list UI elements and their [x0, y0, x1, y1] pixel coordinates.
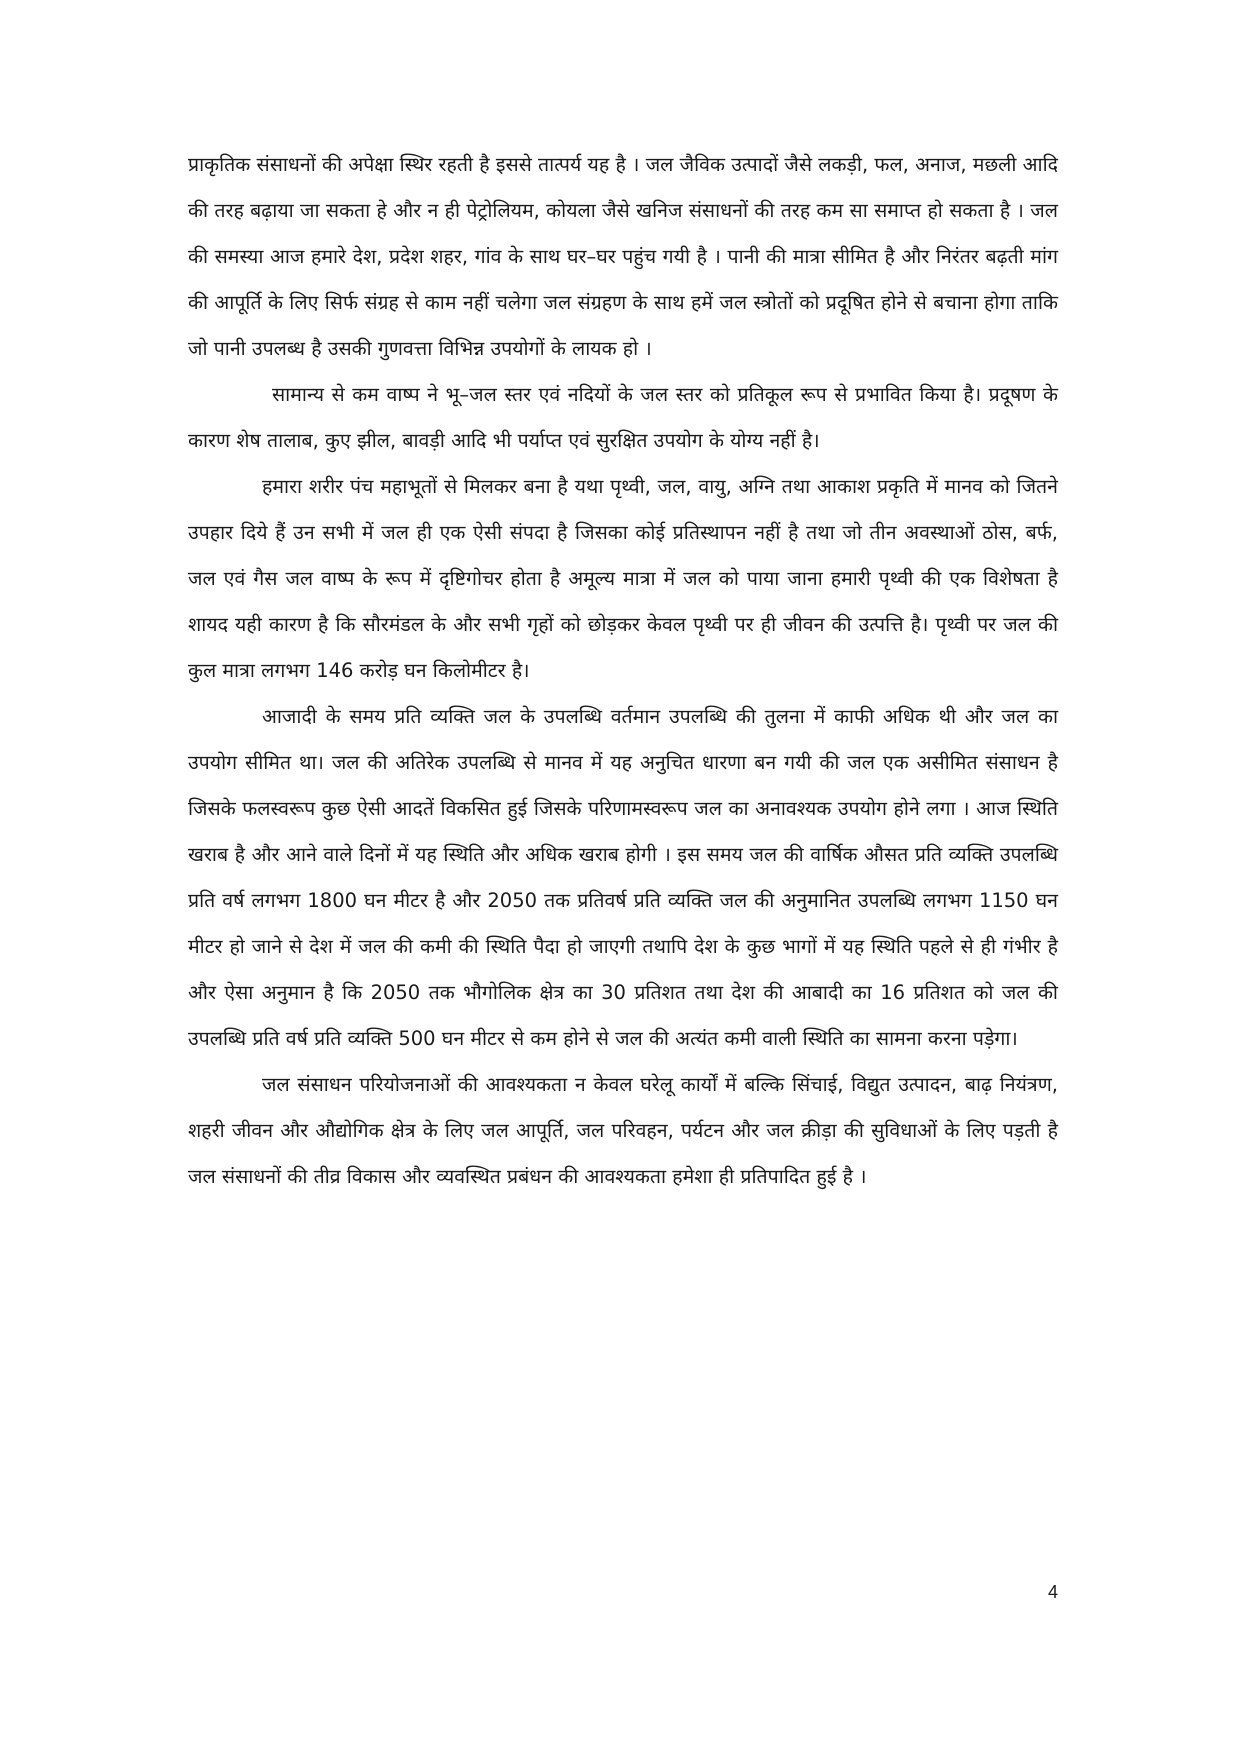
paragraph-continuation: प्राकृतिक संसाधनों की अपेक्षा स्थिर रहती है इससे तात्पर्य यह है । जल जैविक उत्पादों जैसे लकड़ी, फल, अनाज, मछली आदि की तरह बढ़ाया जा सकता हे और न ही पेट्रोलियम, कोयला जैसे खनिज संसाधनों की तरह कम सा समाप्त हो सकता है । जल की समस्या आज हमारे देश, प्रदेश शहर, गांव के साथ घर–घर पहुंच गयी है । पानी की मात्रा सीमित है और निरंतर बढ़ती मांग की आपूर्ति के लिए सिर्फ संग्रह से काम नहीं चलेगा जल संग्रहण के साथ हमें जल स्त्रोतों को प्रदूषित होने से बचाना होगा ताकि जो पानी उपलब्ध है उसकी गुणवत्ता विभिन्न उपयोगों के लायक हो । — [188, 153, 1058, 360]
paragraph-water-level: सामान्य से कम वाष्प ने भू–जल स्तर एवं नदियों के जल स्तर को प्रतिकूल रूप से प्रभावित किया है। प्रदूषण के कारण शेष तालाब, कुए झील, बावड़ी आदि भी पर्याप्त एवं सुरक्षित उपयोग के योग्य नहीं है। — [188, 383, 1058, 452]
page-number: 4 — [1047, 1582, 1058, 1602]
paragraph-water-projects: जल संसाधन परियोजनाओं की आवश्यकता न केवल घरेलू कार्यों में बल्कि सिंचाई, विद्युत उत्पादन, बाढ़ नियंत्रण, शहरी जीवन और औद्योगिक क्षेत्र के लिए जल आपूर्ति, जल परिवहन, पर्यटन और जल क्रीड़ा की सुविधाओं के लिए पड़ती है जल संसाधनों की तीव्र विकास और व्यवस्थित प्रबंधन की आवश्यकता हमेशा ही प्रतिपादित हुई है । — [188, 1073, 1058, 1188]
paragraph-five-elements: हमारा शरीर पंच महाभूतों से मिलकर बना है यथा पृथ्वी, जल, वायु, अग्नि तथा आकाश प्रकृति में मानव को जितने उपहार दिये हैं उन सभी में जल ही एक ऐसी संपदा है जिसका कोई प्रतिस्थापन नहीं है तथा जो तीन अवस्थाओं ठोस, बर्फ, जल एवं गैस जल वाष्प के रूप में दृष्टिगोचर होता है अमूल्य मात्रा में जल को पाया जाना हमारी पृथ्वी की एक विशेषता है शायद यही कारण है कि सौरमंडल के और सभी गृहों को छोड़कर केवल पृथ्वी पर ही जीवन की उत्पत्ति है। पृथ्वी पर जल की कुल मात्रा लगभग 146 करोड़ घन किलोमीटर है। — [188, 475, 1058, 682]
body-text — [188, 142, 1058, 1200]
paragraph-availability: आजादी के समय प्रति व्यक्ति जल के उपलब्धि वर्तमान उपलब्धि की तुलना में काफी अधिक थी और जल का उपयोग सीमित था। जल की अतिरेक उपलब्धि से मानव में यह अनुचित धारणा बन गयी की जल एक असीमित संसाधन है जिसके फलस्वरूप कुछ ऐसी आदतें विकसित हुई जिसके परिणामस्वरूप जल का अनावश्यक उपयोग होने लगा । आज स्थिति खराब है और आने वाले दिनों में यह स्थिति और अधिक खराब होगी । इस समय जल की वार्षिक औसत प्रति व्यक्ति उपलब्धि प्रति वर्ष लगभग 1800 घन मीटर है और 2050 तक प्रतिवर्ष प्रति व्यक्ति जल की अनुमानित उपलब्धि लगभग 1150 घन मीटर हो जाने से देश में जल की कमी की स्थिति पैदा हो जाएगी तथापि देश के कुछ भागों में यह स्थिति पहले से ही गंभीर है और ऐसा अनुमान है कि 2050 तक भौगोलिक क्षेत्र का 30 प्रतिशत तथा देश की आबादी का 16 प्रतिशत को जल की उपलब्धि प्रति वर्ष प्रति व्यक्ति 500 घन मीटर से कम होने से जल की अत्यंत कमी वाली स्थिति का सामना करना पड़ेगा। — [188, 705, 1058, 1050]
